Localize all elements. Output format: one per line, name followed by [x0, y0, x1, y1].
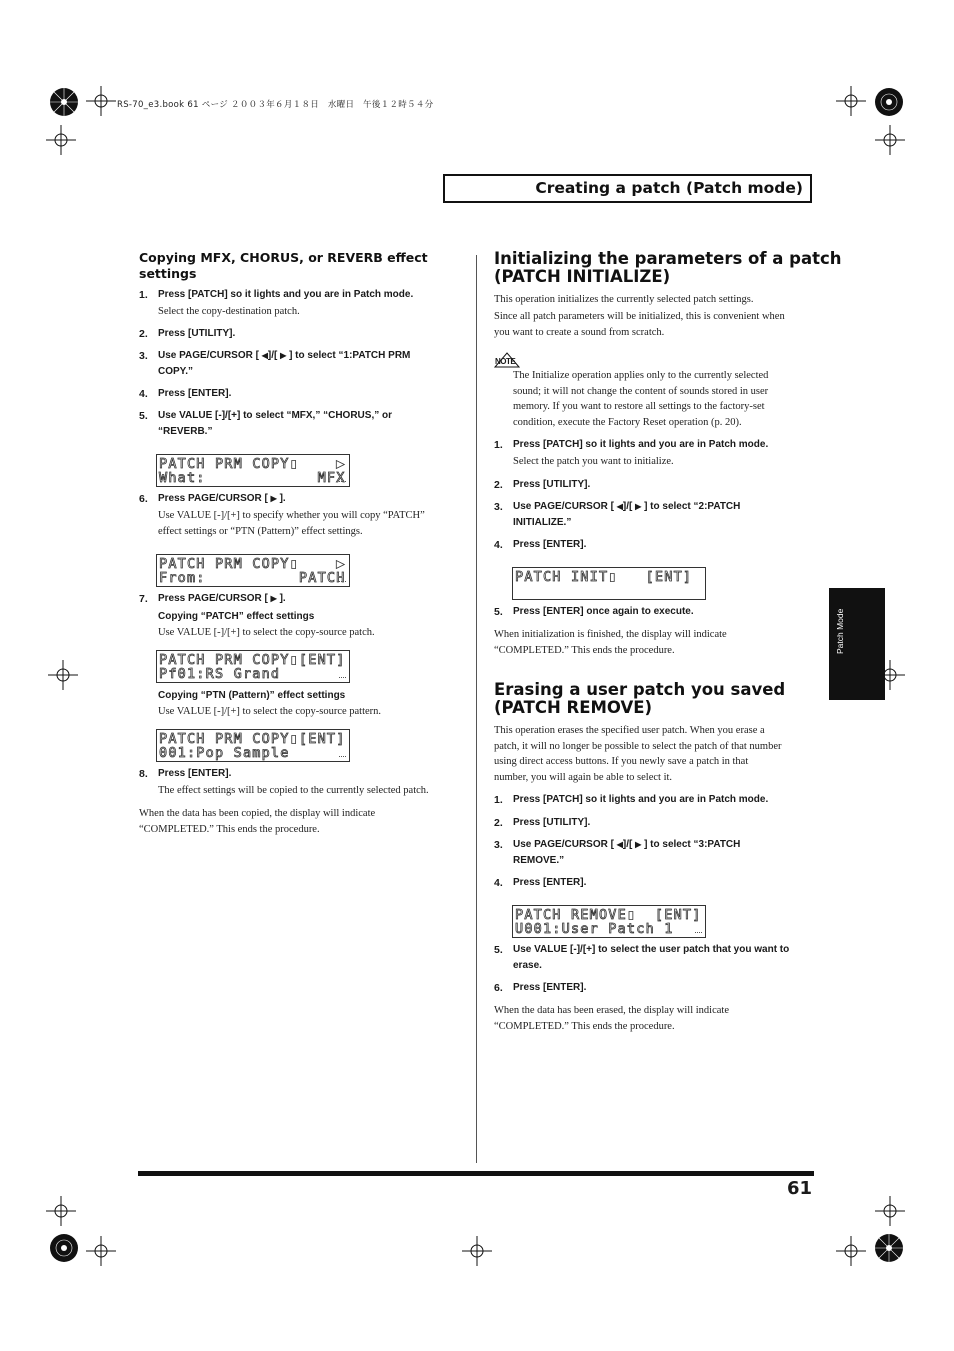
note-label: NOTE [495, 357, 516, 366]
step-number: 2. [494, 479, 503, 491]
step-text: Press [PATCH] so it lights and you are in Patch mode. [513, 439, 769, 450]
step-text: Press [UTILITY]. [513, 479, 591, 490]
step-text: COPY.” [158, 366, 194, 377]
step-number: 6. [494, 982, 503, 994]
section-heading-initialize: (PATCH INITIALIZE) [494, 267, 671, 286]
step-number: 2. [139, 328, 148, 340]
step-number: 1. [494, 439, 503, 451]
note-text: memory. If you want to restore all settings to the factory-set [513, 401, 765, 412]
note-text: condition, execute the Factory Reset operation (p. 20). [513, 417, 742, 428]
step-number: 5. [494, 944, 503, 956]
closing-text: When the data has been erased, the display will indicate [494, 1005, 729, 1016]
step-number: 3. [494, 839, 503, 851]
step-text: Use VALUE [-]/[+] to select “MFX,” “CHORUS,” or [158, 410, 393, 421]
lcd-line-2: 001:Pop Sample [159, 745, 290, 761]
intro-text: using direct access buttons. If you newly save a patch in that [494, 756, 749, 767]
crosshair-mark-right-lower [875, 1196, 905, 1226]
step-number: 6. [139, 493, 148, 505]
step-number: 3. [139, 350, 148, 362]
crosshair-mark-bottom-left [86, 1236, 116, 1266]
lcd-display [512, 905, 706, 938]
step-number: 1. [494, 794, 503, 806]
right-arrow-icon: ▶ [280, 351, 287, 360]
sub-heading: Copying “PTN (Pattern)” effect settings [158, 690, 346, 701]
step-text [158, 591, 286, 607]
step-text-part: ]/[ [622, 501, 633, 512]
lcd-indicator [339, 481, 346, 484]
closing-text: “COMPLETED.” This ends the procedure. [494, 1021, 675, 1032]
lcd-indicator [695, 932, 702, 935]
page-header [443, 174, 812, 203]
step-text: Press [UTILITY]. [158, 328, 236, 339]
left-arrow-icon: ◀ [616, 840, 623, 849]
lcd-indicator [339, 677, 346, 680]
section-heading-initialize: Initializing the parameters of a patch [494, 249, 842, 268]
side-tab-label: Patch Mode [835, 608, 845, 654]
step-text-part: Use PAGE/CURSOR [ [513, 839, 614, 850]
lcd-line-1: PATCH PRM COPY▮ ▶ [159, 556, 346, 572]
step-number: 1. [139, 289, 148, 301]
step-number: 5. [494, 606, 503, 618]
column-divider [476, 255, 477, 1163]
step-body: Use VALUE [-]/[+] to select the copy-source pattern. [158, 706, 382, 717]
intro-text: you want to create a sound from scratch. [494, 327, 665, 338]
lcd-line-1: PATCH REMOVE▮ [ENT] [515, 907, 702, 923]
registration-mark-bottom-right [871, 1230, 907, 1266]
step-text-part: ] to select “2:PATCH [644, 501, 741, 512]
step-text-part: ] to select “3:PATCH [644, 839, 741, 850]
step-body: effect settings or “PTN (Pattern)” effect settings. [158, 526, 363, 537]
step-text: Press [UTILITY]. [513, 817, 591, 828]
step-body: Select the copy-destination patch. [158, 306, 300, 317]
intro-text: This operation initializes the currently selected patch settings. [494, 294, 754, 305]
lcd-line-2: U001:User Patch 1 [515, 921, 674, 937]
note-text: The Initialize operation applies only to the currently selected [513, 370, 769, 381]
step-text: Press [PATCH] so it lights and you are in Patch mode. [158, 289, 414, 300]
step-text-part: ]. [279, 493, 286, 504]
step-body: Use VALUE [-]/[+] to specify whether you will copy “PATCH” [158, 510, 425, 521]
left-arrow-icon: ◀ [261, 351, 268, 360]
closing-text: When the data has been copied, the display will indicate [139, 808, 376, 819]
step-text-part: Use PAGE/CURSOR [ [158, 350, 259, 361]
intro-text: number, you will again be able to select it. [494, 772, 673, 783]
section-heading-remove: Erasing a user patch you saved [494, 680, 786, 699]
right-arrow-icon: ▶ [635, 502, 642, 511]
step-text: REMOVE.” [513, 855, 565, 866]
step-text: Press [ENTER]. [158, 388, 232, 399]
lcd-display [156, 650, 350, 683]
step-body: Select the patch you want to initialize. [513, 456, 674, 467]
step-text: erase. [513, 960, 542, 971]
crosshair-mark-left-middle [48, 660, 78, 690]
step-text-part: Use PAGE/CURSOR [ [513, 501, 614, 512]
step-body: Use VALUE [-]/[+] to select the copy-source patch. [158, 627, 375, 638]
step-text: Press [ENTER] once again to execute. [513, 606, 694, 617]
crosshair-mark-right-upper [875, 125, 905, 155]
step-number: 4. [139, 388, 148, 400]
right-arrow-icon: ▶ [270, 494, 277, 503]
step-text-part: Press PAGE/CURSOR [ [158, 493, 268, 504]
right-arrow-icon: ▶ [635, 840, 642, 849]
left-section-heading: Copying MFX, CHORUS, or REVERB effect settings [139, 250, 428, 281]
lcd-display [156, 554, 350, 587]
step-text: Press [ENTER]. [158, 768, 232, 779]
crosshair-mark-top-right [836, 86, 866, 116]
lcd-line-1: PATCH INIT▮ [ENT] [515, 569, 693, 585]
step-text-part: Press PAGE/CURSOR [ [158, 593, 268, 604]
step-text [158, 348, 410, 364]
lcd-indicator [339, 581, 346, 584]
closing-text: When initialization is finished, the display will indicate [494, 629, 727, 640]
registration-mark-bottom-left [46, 1230, 82, 1266]
closing-text: “COMPLETED.” This ends the procedure. [139, 824, 320, 835]
step-number: 7. [139, 593, 148, 605]
right-arrow-icon: ▶ [270, 594, 277, 603]
step-text: Press [ENTER]. [513, 982, 587, 993]
step-text-part: ]. [279, 593, 286, 604]
step-text [513, 837, 740, 853]
step-text [158, 491, 286, 507]
sub-heading: Copying “PATCH” effect settings [158, 611, 315, 622]
step-text [513, 499, 740, 515]
step-text-part: ]/[ [267, 350, 278, 361]
section-heading-remove: (PATCH REMOVE) [494, 698, 653, 717]
step-number: 8. [139, 768, 148, 780]
step-text: Press [ENTER]. [513, 877, 587, 888]
closing-text: “COMPLETED.” This ends the procedure. [494, 645, 675, 656]
lcd-line-2: From: PATCH [159, 570, 346, 586]
left-arrow-icon: ◀ [616, 502, 623, 511]
note-text: sound; it will not change the content of sounds stored in user [513, 386, 769, 397]
step-text: Use VALUE [-]/[+] to select the user patch that you want to [513, 944, 790, 955]
step-number: 3. [494, 501, 503, 513]
step-text: “REVERB.” [158, 426, 213, 437]
step-text-part: ]/[ [622, 839, 633, 850]
intro-text: This operation erases the specified user patch. When you erase a [494, 725, 765, 736]
crosshair-mark-top-left [86, 86, 116, 116]
step-number: 5. [139, 410, 148, 422]
lcd-display [156, 454, 350, 487]
step-text: Press [ENTER]. [513, 539, 587, 550]
registration-mark-top-left [46, 84, 82, 120]
print-info-line: RS-70_e3.book 61 ページ ２００３年６月１８日 水曜日 午後１２時５４分 [117, 100, 434, 110]
crosshair-mark-bottom-right [836, 1236, 866, 1266]
lcd-line-1: PATCH PRM COPY▮[ENT] [159, 652, 346, 668]
note-icon [494, 352, 520, 368]
registration-mark-top-right [871, 84, 907, 120]
header-title: Creating a patch (Patch mode) [535, 179, 803, 197]
step-number: 4. [494, 877, 503, 889]
step-text-part: ] to select “1:PATCH PRM [289, 350, 411, 361]
side-tab [829, 588, 885, 700]
step-number: 2. [494, 817, 503, 829]
lcd-line-2: What: MFX [159, 470, 346, 486]
crosshair-mark-left-upper [46, 125, 76, 155]
lcd-line-1: PATCH PRM COPY▮[ENT] [159, 731, 346, 747]
footer-rule [138, 1171, 814, 1176]
step-number: 4. [494, 539, 503, 551]
step-text: INITIALIZE.” [513, 517, 572, 528]
lcd-line-2: Pf01:RS Grand [159, 666, 281, 682]
lcd-display [156, 729, 350, 762]
intro-text: Since all patch parameters will be initialized, this is convenient when [494, 311, 785, 322]
page-number: 61 [786, 1178, 812, 1199]
crosshair-mark-bottom-center [462, 1236, 492, 1266]
step-body: The effect settings will be copied to the currently selected patch. [158, 785, 429, 796]
step-text: Press [PATCH] so it lights and you are in Patch mode. [513, 794, 769, 805]
intro-text: patch, it will no longer be possible to select the patch of that number [494, 741, 782, 752]
lcd-display [512, 567, 706, 600]
crosshair-mark-left-lower [46, 1196, 76, 1226]
lcd-indicator [339, 756, 346, 759]
lcd-line-1: PATCH PRM COPY▮ ▶ [159, 456, 346, 472]
